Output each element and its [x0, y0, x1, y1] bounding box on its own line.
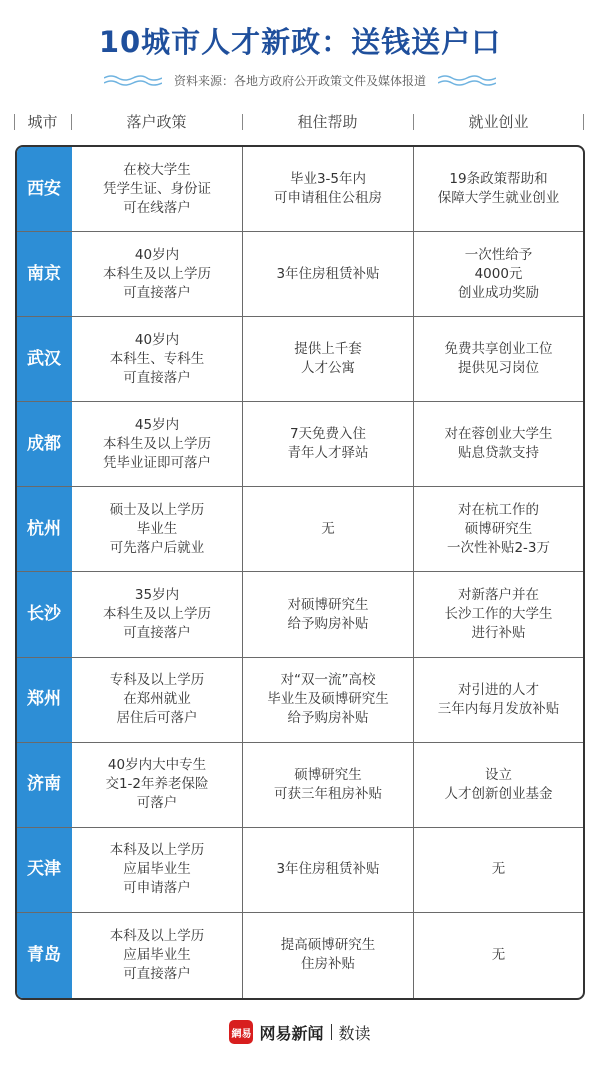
wave-decoration-left-icon: [104, 74, 162, 86]
table-row: [17, 743, 583, 828]
city-cell: 杭州: [17, 487, 72, 571]
table-row: [17, 317, 583, 402]
city-cell: 西安: [17, 147, 72, 231]
housing-cell: 硕博研究生 可获三年租房补贴: [243, 743, 414, 827]
footer: [0, 1018, 600, 1046]
employment-cell: 对在蓉创业大学生 贴息贷款支持: [444, 426, 553, 462]
employment-cell: 对引进的人才 三年内每月发放补贴: [437, 681, 560, 717]
housing-cell: 提供上千套 人才公寓: [243, 317, 414, 401]
settle-cell: 45岁内 本科生及以上学历 凭毕业证即可落户: [72, 402, 243, 486]
employment-cell: 无: [491, 946, 506, 963]
housing-cell: 3年住房租赁补贴: [243, 828, 414, 912]
table-row: [17, 147, 583, 232]
housing-cell: 对“双一流”高校 毕业生及硕博研究生 给予购房补贴: [243, 658, 414, 742]
housing-cell: 无: [243, 487, 414, 571]
table-row: [17, 828, 583, 913]
policy-table: [15, 145, 585, 1000]
source-row: [0, 70, 600, 90]
city-cell: 长沙: [17, 572, 72, 656]
wave-decoration-right-icon: [438, 74, 496, 86]
brand-sub: 数读: [338, 1023, 371, 1043]
settle-cell: 硕士及以上学历 毕业生 可先落户后就业: [72, 487, 243, 571]
employment-cell: 对在杭工作的 硕博研究生 一次性补贴2-3万: [446, 501, 551, 556]
settle-cell: 40岁内大中专生 交1-2年养老保险 可落户: [72, 743, 243, 827]
housing-cell: 毕业3-5年内 可申请租住公租房: [243, 147, 414, 231]
header-employment: 就业创业: [413, 111, 584, 133]
page-title: 10城市人才新政：送钱送户口: [98, 25, 502, 59]
settle-cell: 40岁内 本科生及以上学历 可直接落户: [72, 232, 243, 316]
housing-cell: 提高硕博研究生 住房补贴: [243, 913, 414, 998]
table-header: [14, 104, 586, 140]
housing-cell: 3年住房租赁补贴: [243, 232, 414, 316]
employment-cell: 一次性给予 4000元 创业成功奖励: [458, 246, 539, 301]
employment-cell: 无: [491, 861, 506, 878]
employment-cell: 免费共享创业工位 提供见习岗位: [444, 341, 553, 377]
city-cell: 济南: [17, 743, 72, 827]
netease-logo-icon: 網易: [229, 1020, 253, 1044]
header-housing: 租住帮助: [242, 111, 413, 133]
employment-cell: 对新落户并在 长沙工作的大学生 进行补贴: [444, 587, 553, 642]
settle-cell: 35岁内 本科生及以上学历 可直接落户: [72, 572, 243, 656]
housing-cell: 对硕博研究生 给予购房补贴: [243, 572, 414, 656]
city-cell: 武汉: [17, 317, 72, 401]
table-row: [17, 572, 583, 657]
city-cell: 南京: [17, 232, 72, 316]
header-settle: 落户政策: [71, 111, 242, 133]
employment-cell: 19条政策帮助和 保障大学生就业创业: [437, 171, 560, 207]
settle-cell: 专科及以上学历 在郑州就业 居住后可落户: [72, 658, 243, 742]
city-cell: 天津: [17, 828, 72, 912]
brand-name: 网易新闻: [259, 1023, 324, 1043]
header-city: 城市: [14, 111, 71, 133]
table-row: [17, 232, 583, 317]
table-row: [17, 487, 583, 572]
settle-cell: 在校大学生 凭学生证、身份证 可在线落户: [72, 147, 243, 231]
source-note: 资料来源：各地方政府公开政策文件及媒体报道: [173, 73, 426, 88]
city-cell: 青岛: [17, 913, 72, 998]
city-cell: 郑州: [17, 658, 72, 742]
table-row: [17, 402, 583, 487]
table-row: [17, 658, 583, 743]
housing-cell: 7天免费入住 青年人才驿站: [243, 402, 414, 486]
footer-divider: [331, 1024, 332, 1040]
employment-cell: 设立 人才创新创业基金: [444, 766, 553, 802]
city-cell: 成都: [17, 402, 72, 486]
table-row: [17, 913, 583, 998]
settle-cell: 本科及以上学历 应届毕业生 可直接落户: [72, 913, 243, 998]
settle-cell: 本科及以上学历 应届毕业生 可申请落户: [72, 828, 243, 912]
settle-cell: 40岁内 本科生、专科生 可直接落户: [72, 317, 243, 401]
